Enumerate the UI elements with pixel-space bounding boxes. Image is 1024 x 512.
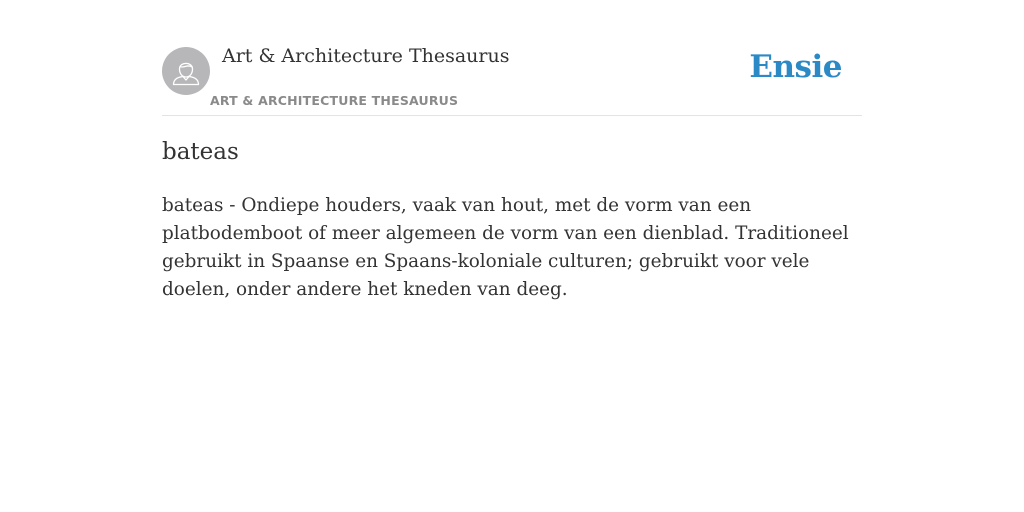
entry-definition: bateas - Ondiepe houders, vaak van hout, met de vorm van een platbodemboot of meer algemeen de vorm van een dienblad. Traditioneel gebruikt in Spaanse en Spaans-koloniale culturen; gebruikt voor vele doelen, onder andere het kneden van deeg. bbox=[162, 195, 849, 300]
author-name[interactable]: Art & Architecture Thesaurus bbox=[222, 45, 510, 67]
user-icon bbox=[162, 47, 210, 95]
entry-title: bateas bbox=[162, 139, 239, 165]
content-container bbox=[162, 0, 862, 300]
ensie-logo[interactable]: Ensie bbox=[749, 49, 842, 85]
entry-header bbox=[162, 0, 862, 116]
author-avatar[interactable] bbox=[162, 47, 210, 95]
source-label: ART & ARCHITECTURE THESAURUS bbox=[210, 93, 459, 108]
